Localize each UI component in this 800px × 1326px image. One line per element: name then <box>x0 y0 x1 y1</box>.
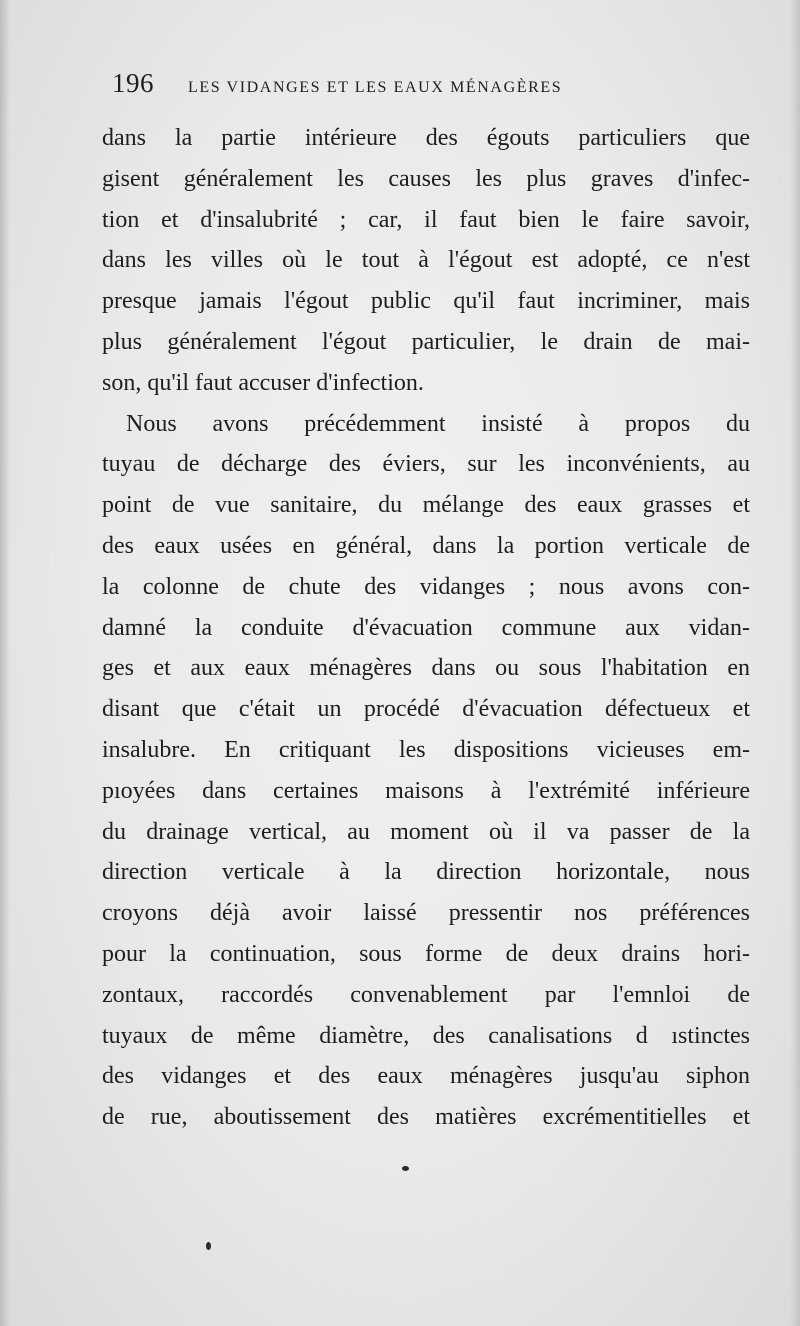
page-edge-left <box>0 0 10 1326</box>
text-line: gisent généralement les causes les plus graves d'infec- <box>102 165 750 192</box>
text-line: direction verticale à la direction horizontale, nous <box>102 859 750 886</box>
text-line: point de vue sanitaire, du mélange des eaux grasses et <box>102 492 750 519</box>
text-line: dans la partie intérieure des égouts particuliers que <box>102 125 750 151</box>
body-text <box>102 118 750 1138</box>
ink-speck <box>206 1242 211 1250</box>
text-line: la colonne de chute des vidanges ; nous avons con- <box>102 573 750 600</box>
text-line: zontaux, raccordés convenablement par l'emnloi de <box>102 981 750 1008</box>
text-line: damné la conduite d'évacuation commune aux vidan- <box>102 614 750 641</box>
text-line: plus généralement l'égout particulier, le drain de mai- <box>102 328 750 355</box>
text-line: pıoyées dans certaines maisons à l'extrémité inférieure <box>102 777 750 804</box>
text-line: presque jamais l'égout public qu'il faut incriminer, mais <box>102 288 750 315</box>
text-line: tion et d'insalubrité ; car, il faut bien le faire savoir, <box>102 206 750 233</box>
text-line: disant que c'était un procédé d'évacuation défectueux et <box>102 696 750 723</box>
text-line: insalubre. En critiquant les dispositions vicieuses em- <box>102 736 750 763</box>
ink-speck <box>402 1166 409 1171</box>
text-line: son, qu'il faut accuser d'infection. <box>102 369 424 396</box>
page-edge-right <box>790 0 800 1326</box>
page-number: 196 <box>112 68 154 98</box>
text-line: de rue, aboutissement des matières excrémentitielles et <box>102 1104 750 1131</box>
text-line: des vidanges et des eaux ménagères jusqu'au siphon <box>102 1063 750 1090</box>
text-line: ges et aux eaux ménagères dans ou sous l'habitation en <box>102 655 750 682</box>
text-line: des eaux usées en général, dans la portion verticale de <box>102 532 750 559</box>
text-line: croyons déjà avoir laissé pressentir nos préférences <box>102 900 750 927</box>
running-head <box>112 68 672 108</box>
text-line: tuyaux de même diamètre, des canalisations d ıstinctes <box>102 1022 750 1049</box>
text-line: dans les villes où le tout à l'égout est adopté, ce n'est <box>102 247 750 274</box>
text-line: pour la continuation, sous forme de deux drains hori- <box>102 940 750 967</box>
text-line: tuyau de décharge des éviers, sur les inconvénients, au <box>102 451 750 478</box>
paragraph-first-line: Nous avons précédemment insisté à propos du <box>126 410 750 437</box>
text-line: du drainage vertical, au moment où il va passer de la <box>102 818 750 845</box>
running-head-title: LES VIDANGES ET LES EAUX MÉNAGÈRES <box>188 79 563 96</box>
